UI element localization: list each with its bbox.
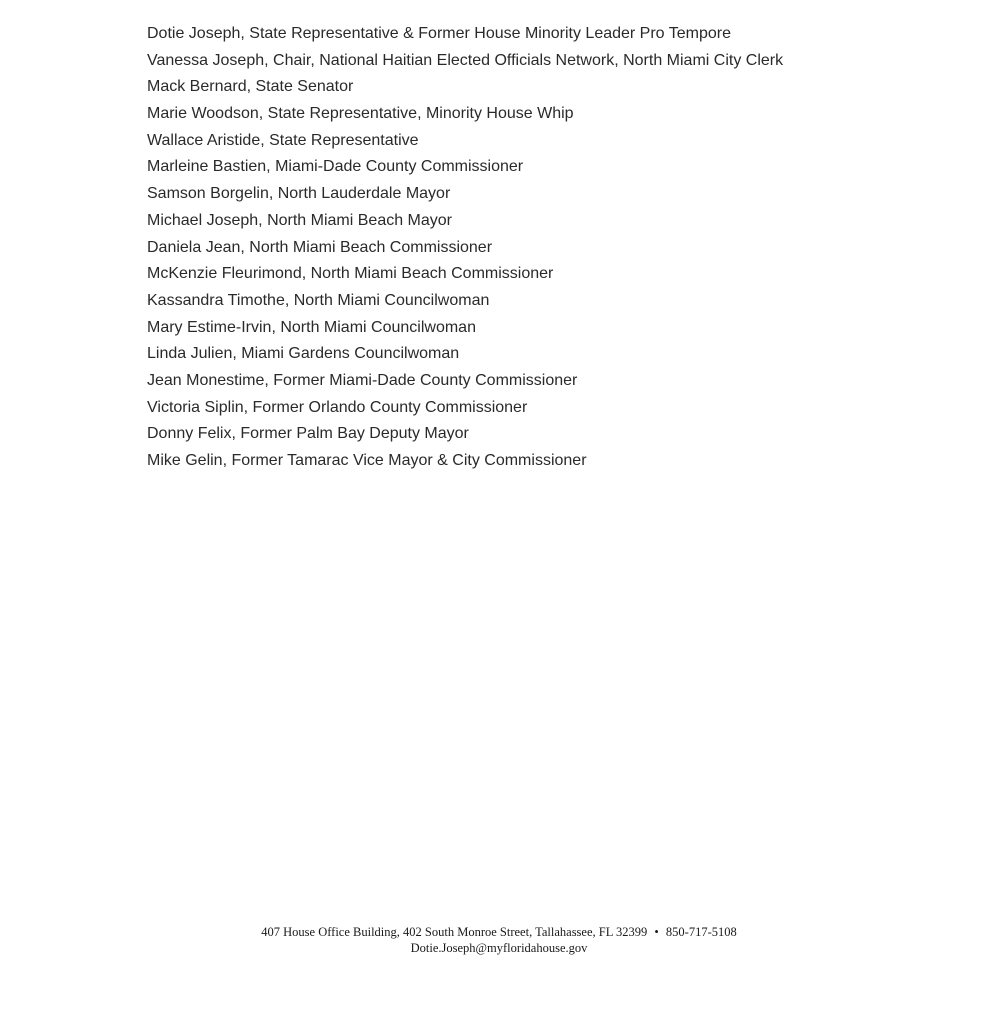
signatory-item: Kassandra Timothe, North Miami Councilwoman	[147, 291, 490, 309]
footer-phone: 850-717-5108	[665, 925, 737, 939]
bullet-separator-icon: •	[654, 925, 659, 939]
signatory-item: Samson Borgelin, North Lauderdale Mayor	[147, 185, 451, 203]
footer-contact-line	[0, 924, 998, 940]
signatory-item: Vanessa Joseph, Chair, National Haitian Elected Officials Network, North Miami City Clerk	[147, 51, 784, 69]
signatory-item: Mack Bernard, State Senator	[147, 78, 354, 96]
signatory-item: McKenzie Fleurimond, North Miami Beach Commissioner	[147, 265, 554, 283]
signatory-list	[147, 21, 783, 475]
signatory-item: Marleine Bastien, Miami-Dade County Commissioner	[147, 158, 524, 176]
footer-email[interactable]: Dotie.Joseph@myfloridahouse.gov	[410, 941, 588, 955]
signatory-item: Mike Gelin, Former Tamarac Vice Mayor & City Commissioner	[147, 452, 587, 469]
signatory-item: Marie Woodson, State Representative, Minority House Whip	[147, 105, 574, 123]
signatory-item: Mary Estime-Irvin, North Miami Councilwoman	[147, 318, 476, 336]
signatory-item: Dotie Joseph, State Representative & Former House Minority Leader Pro Tempore	[147, 25, 731, 42]
signatory-item: Donny Felix, Former Palm Bay Deputy Mayor	[147, 425, 469, 443]
signatory-item: Wallace Aristide, State Representative	[147, 131, 419, 149]
signatory-item: Jean Monestime, Former Miami-Dade County Commissioner	[147, 371, 578, 389]
footer-address: 407 House Office Building, 402 South Monroe Street, Tallahassee, FL 32399	[261, 925, 648, 939]
signatory-item: Michael Joseph, North Miami Beach Mayor	[147, 211, 453, 229]
signatory-item: Linda Julien, Miami Gardens Councilwoman	[147, 345, 460, 363]
signatory-item: Daniela Jean, North Miami Beach Commissioner	[147, 238, 493, 256]
signatory-item: Victoria Siplin, Former Orlando County Commissioner	[147, 398, 528, 416]
letterhead-footer	[0, 924, 998, 956]
